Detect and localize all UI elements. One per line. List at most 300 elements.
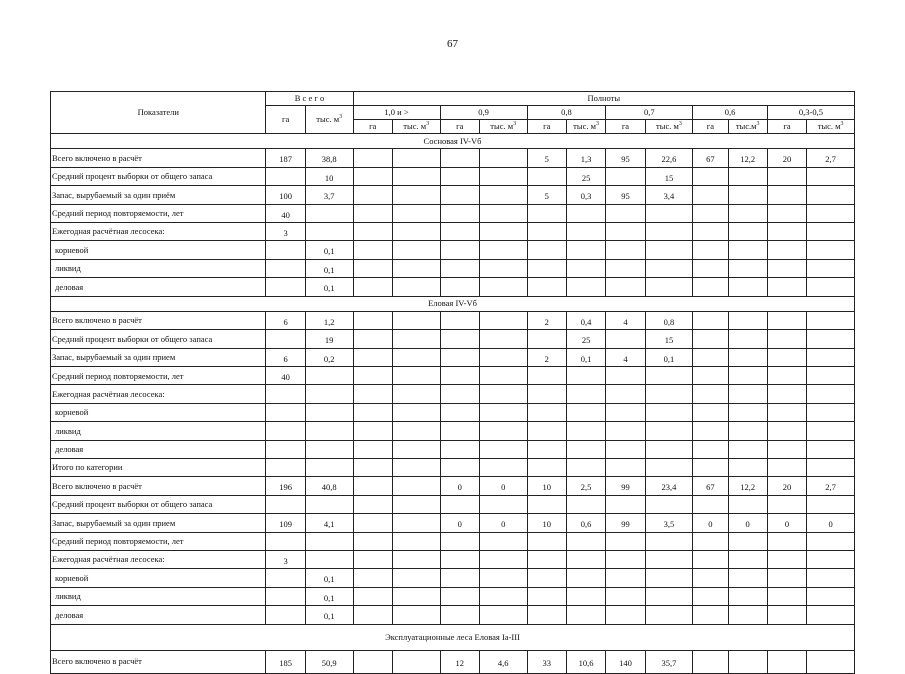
value-cell <box>353 587 392 605</box>
value-cell: 2 <box>527 311 566 329</box>
value-cell <box>645 278 693 296</box>
value-cell <box>479 149 527 167</box>
value-cell: 196 <box>266 477 305 495</box>
value-cell <box>728 167 767 185</box>
table-row <box>51 650 855 673</box>
value-cell <box>693 385 728 403</box>
table-row <box>51 569 855 587</box>
value-cell <box>440 459 479 477</box>
value-cell <box>566 495 605 513</box>
value-cell <box>728 385 767 403</box>
value-cell <box>479 532 527 550</box>
density-header: 1,0 и > <box>353 106 440 120</box>
table-row <box>51 477 855 495</box>
value-cell <box>392 222 440 240</box>
value-cell: 0 <box>479 477 527 495</box>
value-cell <box>767 385 806 403</box>
value-cell <box>645 241 693 259</box>
value-cell: 10 <box>305 167 353 185</box>
value-cell <box>767 241 806 259</box>
value-cell <box>353 385 392 403</box>
value-cell: 23,4 <box>645 477 693 495</box>
value-cell: 3 <box>266 222 305 240</box>
value-cell <box>807 403 855 421</box>
value-cell <box>728 532 767 550</box>
value-cell <box>645 204 693 222</box>
value-cell <box>479 422 527 440</box>
value-cell <box>527 495 566 513</box>
value-cell <box>693 278 728 296</box>
value-cell <box>353 477 392 495</box>
value-cell <box>566 259 605 277</box>
ha-subheader: га <box>440 120 479 134</box>
value-cell <box>645 495 693 513</box>
value-cell <box>440 440 479 458</box>
value-cell <box>645 422 693 440</box>
value-cell <box>479 186 527 204</box>
value-cell: 0,1 <box>305 241 353 259</box>
value-cell <box>693 241 728 259</box>
value-cell <box>728 403 767 421</box>
value-cell: 67 <box>693 477 728 495</box>
value-cell <box>527 569 566 587</box>
value-cell <box>728 495 767 513</box>
value-cell <box>693 311 728 329</box>
value-cell <box>353 495 392 513</box>
value-cell <box>807 459 855 477</box>
value-cell: 2,7 <box>807 477 855 495</box>
value-cell: 100 <box>266 186 305 204</box>
value-cell <box>392 186 440 204</box>
row-label: корневой <box>51 403 266 421</box>
value-cell <box>693 650 728 673</box>
value-cell <box>440 186 479 204</box>
value-cell: 22,6 <box>645 149 693 167</box>
value-cell <box>353 550 392 568</box>
value-cell: 25 <box>566 167 605 185</box>
value-cell: 12,2 <box>728 477 767 495</box>
value-cell <box>807 385 855 403</box>
value-cell <box>392 385 440 403</box>
value-cell <box>693 367 728 385</box>
value-cell <box>353 459 392 477</box>
value-cell <box>353 440 392 458</box>
value-cell <box>767 650 806 673</box>
value-cell <box>392 348 440 366</box>
value-cell <box>566 606 605 624</box>
value-cell: 0,1 <box>305 587 353 605</box>
table-row <box>51 367 855 385</box>
value-cell: 140 <box>606 650 645 673</box>
value-cell <box>767 348 806 366</box>
row-label: Запас, вырубаемый за один прием <box>51 348 266 366</box>
value-cell <box>266 241 305 259</box>
value-cell <box>606 241 645 259</box>
section-title: Эксплуатационные леса Еловая Iа-III <box>51 624 855 650</box>
value-cell <box>807 330 855 348</box>
value-cell <box>305 550 353 568</box>
value-cell: 0 <box>767 514 806 532</box>
value-cell <box>353 514 392 532</box>
table-row <box>51 167 855 185</box>
value-cell <box>728 367 767 385</box>
value-cell: 4,1 <box>305 514 353 532</box>
value-cell <box>440 204 479 222</box>
value-cell <box>392 477 440 495</box>
value-cell: 0 <box>440 514 479 532</box>
volume-subheader: тыс. $м^3$ <box>392 120 440 134</box>
value-cell <box>807 650 855 673</box>
value-cell: 10,6 <box>566 650 605 673</box>
value-cell <box>693 606 728 624</box>
value-cell: 0,1 <box>305 278 353 296</box>
value-cell <box>305 440 353 458</box>
value-cell <box>807 532 855 550</box>
value-cell <box>305 532 353 550</box>
value-cell <box>440 587 479 605</box>
total-ha-header: га <box>266 106 305 134</box>
value-cell <box>767 606 806 624</box>
value-cell <box>353 422 392 440</box>
value-cell: 10 <box>527 477 566 495</box>
value-cell <box>440 311 479 329</box>
value-cell <box>353 606 392 624</box>
value-cell: 67 <box>693 149 728 167</box>
value-cell <box>479 167 527 185</box>
value-cell <box>440 149 479 167</box>
value-cell <box>353 569 392 587</box>
value-cell: 0,1 <box>305 606 353 624</box>
value-cell: 0,1 <box>305 259 353 277</box>
completeness-header: Полноты <box>353 92 854 106</box>
value-cell <box>353 241 392 259</box>
value-cell <box>566 278 605 296</box>
value-cell: 15 <box>645 167 693 185</box>
value-cell <box>392 204 440 222</box>
value-cell <box>693 259 728 277</box>
table-row <box>51 440 855 458</box>
row-label: Итого по категории <box>51 459 266 477</box>
value-cell <box>767 167 806 185</box>
value-cell <box>693 186 728 204</box>
value-cell: 15 <box>645 330 693 348</box>
value-cell <box>479 259 527 277</box>
value-cell <box>693 550 728 568</box>
volume-subheader: $тыс.м^3$ <box>728 120 767 134</box>
value-cell <box>266 422 305 440</box>
value-cell <box>566 367 605 385</box>
value-cell <box>527 204 566 222</box>
value-cell <box>353 311 392 329</box>
value-cell <box>392 606 440 624</box>
total-volume-header: тыс. $м^3$ <box>305 106 353 134</box>
density-header: 0,9 <box>440 106 527 120</box>
value-cell <box>479 367 527 385</box>
value-cell: 95 <box>606 186 645 204</box>
value-cell: 38,8 <box>305 149 353 167</box>
value-cell <box>807 569 855 587</box>
value-cell <box>305 204 353 222</box>
row-label: Всего включено в расчёт <box>51 311 266 329</box>
value-cell <box>392 459 440 477</box>
value-cell <box>353 259 392 277</box>
value-cell <box>606 587 645 605</box>
value-cell <box>606 422 645 440</box>
value-cell: 99 <box>606 514 645 532</box>
value-cell <box>645 532 693 550</box>
density-header: 0,3-0,5 <box>767 106 854 120</box>
value-cell <box>566 440 605 458</box>
value-cell: 12 <box>440 650 479 673</box>
value-cell <box>266 606 305 624</box>
value-cell <box>767 367 806 385</box>
value-cell: 3 <box>266 550 305 568</box>
table-row <box>51 422 855 440</box>
table-row <box>51 149 855 167</box>
value-cell: 187 <box>266 149 305 167</box>
table-row <box>51 532 855 550</box>
table-row <box>51 278 855 296</box>
value-cell <box>266 532 305 550</box>
value-cell: 12,2 <box>728 149 767 167</box>
row-label: ликвид <box>51 587 266 605</box>
row-label: корневой <box>51 241 266 259</box>
value-cell <box>305 459 353 477</box>
value-cell: 40 <box>266 204 305 222</box>
value-cell <box>767 186 806 204</box>
value-cell <box>728 550 767 568</box>
value-cell <box>728 440 767 458</box>
value-cell <box>728 330 767 348</box>
value-cell <box>353 149 392 167</box>
volume-subheader: тыс. $м^3$ <box>645 120 693 134</box>
value-cell <box>728 311 767 329</box>
value-cell <box>479 204 527 222</box>
value-cell <box>606 222 645 240</box>
table-row <box>51 348 855 366</box>
value-cell <box>645 440 693 458</box>
value-cell <box>392 569 440 587</box>
value-cell <box>440 532 479 550</box>
value-cell <box>566 403 605 421</box>
value-cell <box>440 278 479 296</box>
table-header <box>51 92 855 134</box>
table-row <box>51 241 855 259</box>
value-cell <box>807 348 855 366</box>
section-row <box>51 296 855 311</box>
value-cell <box>807 222 855 240</box>
value-cell <box>479 569 527 587</box>
value-cell: 35,7 <box>645 650 693 673</box>
value-cell: 0,6 <box>566 514 605 532</box>
value-cell <box>645 606 693 624</box>
ha-subheader: га <box>606 120 645 134</box>
value-cell: 0,3 <box>566 186 605 204</box>
density-header: 0,7 <box>606 106 693 120</box>
value-cell <box>728 241 767 259</box>
value-cell <box>353 330 392 348</box>
value-cell <box>479 278 527 296</box>
value-cell <box>767 459 806 477</box>
value-cell <box>266 278 305 296</box>
value-cell <box>392 167 440 185</box>
row-label: Средний период повторяемости, лет <box>51 204 266 222</box>
value-cell <box>767 311 806 329</box>
value-cell: 6 <box>266 311 305 329</box>
value-cell <box>606 204 645 222</box>
value-cell <box>266 259 305 277</box>
value-cell <box>807 495 855 513</box>
value-cell <box>728 222 767 240</box>
value-cell <box>440 259 479 277</box>
value-cell <box>266 587 305 605</box>
value-cell <box>807 241 855 259</box>
value-cell <box>767 222 806 240</box>
value-cell <box>566 459 605 477</box>
value-cell <box>566 385 605 403</box>
row-label: деловая <box>51 440 266 458</box>
value-cell <box>479 495 527 513</box>
value-cell: 0,4 <box>566 311 605 329</box>
value-cell: 4 <box>606 311 645 329</box>
value-cell: 5 <box>527 149 566 167</box>
value-cell <box>392 278 440 296</box>
row-label: Всего включено в расчёт <box>51 477 266 495</box>
value-cell <box>566 550 605 568</box>
density-header: 0,8 <box>527 106 606 120</box>
value-cell <box>693 167 728 185</box>
value-cell <box>440 495 479 513</box>
value-cell <box>767 440 806 458</box>
value-cell <box>440 569 479 587</box>
value-cell <box>693 204 728 222</box>
value-cell <box>305 222 353 240</box>
value-cell <box>566 532 605 550</box>
value-cell <box>606 167 645 185</box>
value-cell <box>440 403 479 421</box>
value-cell <box>353 186 392 204</box>
value-cell <box>693 440 728 458</box>
value-cell <box>527 241 566 259</box>
value-cell <box>606 550 645 568</box>
indicators-header: Показатели <box>51 92 266 134</box>
value-cell: 50,9 <box>305 650 353 673</box>
value-cell <box>440 241 479 259</box>
value-cell <box>392 422 440 440</box>
value-cell <box>807 367 855 385</box>
value-cell: 99 <box>606 477 645 495</box>
value-cell <box>606 440 645 458</box>
section-row <box>51 624 855 650</box>
volume-subheader: тыс. $м^3$ <box>479 120 527 134</box>
value-cell <box>566 204 605 222</box>
value-cell <box>440 222 479 240</box>
value-cell: 20 <box>767 149 806 167</box>
value-cell <box>353 167 392 185</box>
value-cell <box>606 569 645 587</box>
value-cell <box>807 259 855 277</box>
value-cell <box>527 422 566 440</box>
table-row <box>51 514 855 532</box>
value-cell <box>728 259 767 277</box>
value-cell <box>606 606 645 624</box>
value-cell <box>353 367 392 385</box>
value-cell <box>645 222 693 240</box>
value-cell: 3,4 <box>645 186 693 204</box>
value-cell: 0,1 <box>305 569 353 587</box>
value-cell <box>807 278 855 296</box>
value-cell <box>440 167 479 185</box>
value-cell <box>728 587 767 605</box>
value-cell: 109 <box>266 514 305 532</box>
value-cell: 185 <box>266 650 305 673</box>
table-row <box>51 495 855 513</box>
row-label: Средний период повторяемости, лет <box>51 532 266 550</box>
value-cell <box>353 650 392 673</box>
value-cell <box>767 587 806 605</box>
value-cell <box>693 222 728 240</box>
value-cell <box>479 241 527 259</box>
value-cell <box>392 241 440 259</box>
row-label: Средний процент выборки от общего запаса <box>51 167 266 185</box>
value-cell <box>266 459 305 477</box>
value-cell <box>645 403 693 421</box>
value-cell <box>807 440 855 458</box>
value-cell: 4 <box>606 348 645 366</box>
value-cell <box>353 403 392 421</box>
row-label: ликвид <box>51 259 266 277</box>
value-cell <box>440 550 479 568</box>
value-cell <box>392 403 440 421</box>
value-cell <box>767 330 806 348</box>
ha-subheader: га <box>767 120 806 134</box>
row-label: деловая <box>51 278 266 296</box>
value-cell <box>392 149 440 167</box>
value-cell: 40 <box>266 367 305 385</box>
value-cell <box>392 440 440 458</box>
value-cell <box>767 495 806 513</box>
value-cell <box>693 348 728 366</box>
table-row <box>51 222 855 240</box>
value-cell: 0 <box>693 514 728 532</box>
value-cell <box>440 330 479 348</box>
value-cell <box>807 204 855 222</box>
value-cell <box>305 495 353 513</box>
volume-subheader: тыс. $м^3$ <box>807 120 855 134</box>
value-cell <box>728 650 767 673</box>
volume-subheader: тыс. $м^3$ <box>566 120 605 134</box>
row-label: Ежегодная расчётная лесосека: <box>51 550 266 568</box>
value-cell <box>266 495 305 513</box>
value-cell: 0 <box>479 514 527 532</box>
value-cell: 0,2 <box>305 348 353 366</box>
total-header: В с е г о <box>266 92 353 106</box>
value-cell <box>728 459 767 477</box>
row-label: Всего включено в расчёт <box>51 650 266 673</box>
ha-subheader: га <box>693 120 728 134</box>
value-cell <box>807 550 855 568</box>
value-cell <box>392 311 440 329</box>
value-cell <box>807 587 855 605</box>
value-cell <box>566 222 605 240</box>
value-cell <box>606 278 645 296</box>
value-cell <box>606 459 645 477</box>
table-row <box>51 259 855 277</box>
value-cell <box>479 440 527 458</box>
value-cell: 0 <box>728 514 767 532</box>
value-cell <box>606 403 645 421</box>
value-cell <box>767 403 806 421</box>
